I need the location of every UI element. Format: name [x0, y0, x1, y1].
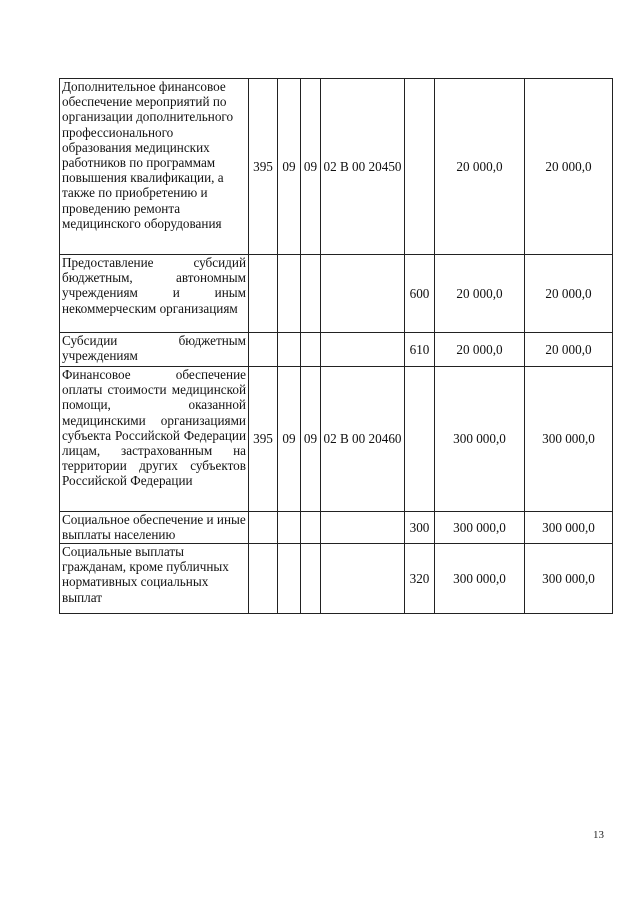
row-name: Финансовое обеспечение оплаты стоимости медицинской помощи, оказанной медицинскими организациями субъекта Российской Федерации лицам, застрахованным на территории других субъектов Российской Федерации	[60, 367, 249, 512]
expense-type-code: 600	[405, 255, 435, 333]
section-code: 09	[278, 79, 301, 255]
subsection-code	[301, 333, 321, 367]
target-article-code	[321, 512, 405, 544]
ved-code	[249, 255, 278, 333]
target-article-code	[321, 544, 405, 614]
section-code	[278, 512, 301, 544]
table-row	[60, 544, 613, 614]
budget-table	[59, 78, 613, 614]
subsection-code: 09	[301, 79, 321, 255]
amount-year-1: 300 000,0	[435, 367, 525, 512]
row-name: Субсидии бюджетным учреждениям	[60, 333, 249, 367]
row-name: Предоставление субсидий бюджетным, автономным учреждениям и иным некоммерческим организациям	[60, 255, 249, 333]
amount-year-2: 300 000,0	[525, 367, 613, 512]
expense-type-code	[405, 79, 435, 255]
table-row	[60, 255, 613, 333]
section-code	[278, 544, 301, 614]
amount-year-2: 20 000,0	[525, 333, 613, 367]
target-article-code: 02 В 00 20460	[321, 367, 405, 512]
page-number: 13	[593, 829, 604, 841]
amount-year-2: 300 000,0	[525, 544, 613, 614]
table-row	[60, 79, 613, 255]
subsection-code	[301, 255, 321, 333]
table-row	[60, 333, 613, 367]
target-article-code: 02 В 00 20450	[321, 79, 405, 255]
ved-code	[249, 333, 278, 367]
amount-year-2: 20 000,0	[525, 255, 613, 333]
expense-type-code: 320	[405, 544, 435, 614]
expense-type-code: 300	[405, 512, 435, 544]
target-article-code	[321, 255, 405, 333]
ved-code	[249, 544, 278, 614]
target-article-code	[321, 333, 405, 367]
subsection-code	[301, 544, 321, 614]
amount-year-2: 20 000,0	[525, 79, 613, 255]
subsection-code: 09	[301, 367, 321, 512]
subsection-code	[301, 512, 321, 544]
amount-year-1: 20 000,0	[435, 79, 525, 255]
row-name: Дополнительное финансовое обеспечение мероприятий по организации дополнительного профессионального образования медицинских работников по программам повышения квалификации, а также по приобретению и проведению ремонта медицинского оборудования	[60, 79, 249, 255]
expense-type-code	[405, 367, 435, 512]
amount-year-1: 20 000,0	[435, 333, 525, 367]
row-name: Социальное обеспечение и иные выплаты населению	[60, 512, 249, 544]
amount-year-1: 300 000,0	[435, 544, 525, 614]
ved-code: 395	[249, 79, 278, 255]
table-row	[60, 512, 613, 544]
expense-type-code: 610	[405, 333, 435, 367]
section-code	[278, 255, 301, 333]
ved-code	[249, 512, 278, 544]
section-code: 09	[278, 367, 301, 512]
ved-code: 395	[249, 367, 278, 512]
amount-year-1: 300 000,0	[435, 512, 525, 544]
amount-year-2: 300 000,0	[525, 512, 613, 544]
amount-year-1: 20 000,0	[435, 255, 525, 333]
table-row	[60, 367, 613, 512]
section-code	[278, 333, 301, 367]
row-name: Социальные выплаты гражданам, кроме публичных нормативных социальных выплат	[60, 544, 249, 614]
